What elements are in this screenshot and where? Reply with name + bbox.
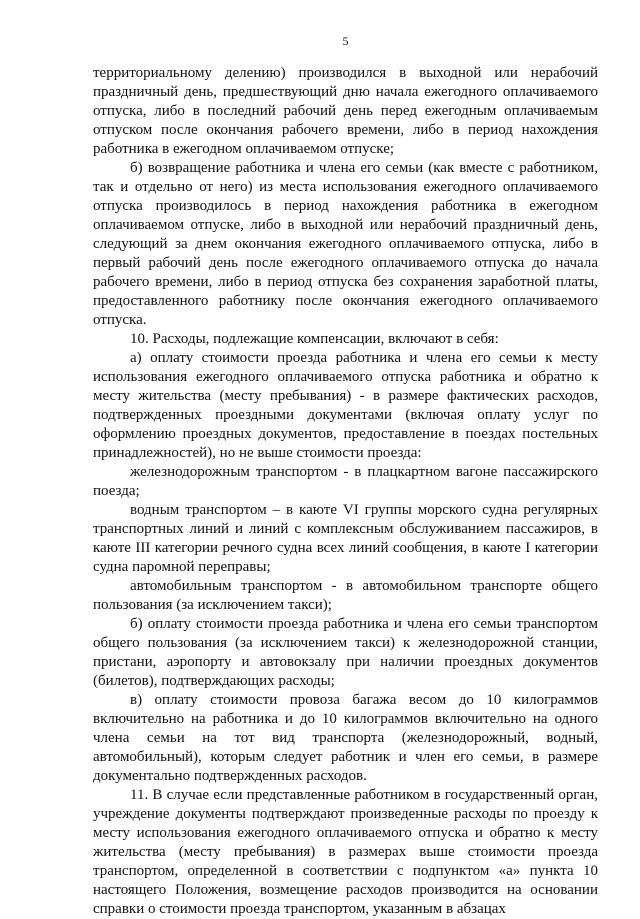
- paragraph-p-auto: автомобильным транспортом - в автомобильном транспорте общего пользования (за исключением такси);: [93, 578, 598, 613]
- paragraph-p-rail: железнодорожным транспортом - в плацкартном вагоне пассажирского поезда;: [93, 464, 598, 499]
- document-body: [93, 64, 598, 919]
- paragraph-p-water: водным транспортом – в каюте VI группы морского судна регулярных транспортных линий и линий с комплексным обслуживанием пассажиров, в каюте III категории речного судна всех линий сообщения, в каюте I категории судна паромной переправы;: [93, 502, 598, 575]
- paragraph-p-10b: б) оплату стоимости проезда работника и члена его семьи транспортом общего пользования (за исключением такси) к железнодорожной станции, пристани, аэропорту и автовокзалу при наличии проездных документов (билетов), подтверждающих расходы;: [93, 616, 598, 689]
- paragraph-p-10v: в) оплату стоимости провоза багажа весом до 10 килограммов включительно на работника и до 10 килограммов включительно на одного члена семьи на тот вид транспорта (железнодорожный, водный, автомобильный), которым следует работник и член его семьи, в размере документально подтвержденных расходов.: [93, 692, 598, 784]
- paragraph-p-cont: территориальному делению) производился в выходной или нерабочий праздничный день, предшествующий дню начала ежегодного оплачиваемого отпуска, либо в последний рабочий день перед ежегодным оплачиваемым отпуском после окончания рабочего времени, либо в период нахождения работника в ежегодном оплачиваемом отпуске;: [93, 65, 598, 157]
- page-number: 5: [342, 34, 349, 48]
- paragraph-p-10: 10. Расходы, подлежащие компенсации, включают в себя:: [130, 331, 499, 347]
- paragraph-p-9b: б) возвращение работника и члена его семьи (как вместе с работником, так и отдельно от него) из места использования ежегодного оплачиваемого отпуска производилось в период нахождения работника в ежегодном оплачиваемом отпуске, либо в выходной или нерабочий праздничный день, следующий за днем окончания ежегодного оплачиваемого отпуска, либо в первый рабочий день после ежегодного оплачиваемого отпуска до начала рабочего времени, либо в период отпуска без сохранения заработной платы, предоставленного работнику после окончания ежегодного оплачиваемого отпуска.: [93, 160, 598, 328]
- paragraph-p-10a: а) оплату стоимости проезда работника и члена его семьи к месту использования ежегодного оплачиваемого отпуска работника и обратно к месту жительства (месту пребывания) - в размере фактических расходов, подтвержденных проездными документами (включая оплату услуг по оформлению проездных документов, предоставление в поездах постельных принадлежностей), но не выше стоимости проезда:: [93, 350, 598, 461]
- paragraph-p-11: 11. В случае если представленные работником в государственный орган, учреждение документы подтверждают произведенные расходы по проезду к месту использования ежегодного оплачиваемого отпуска и обратно к месту жительства (месту пребывания) в размерах выше стоимости проезда транспортом, определенной в соответствии с подпунктом «а» пункта 10 настоящего Положения, возмещение расходов производится на основании справки о стоимости проезда транспортом, указанным в абзацах: [93, 787, 598, 917]
